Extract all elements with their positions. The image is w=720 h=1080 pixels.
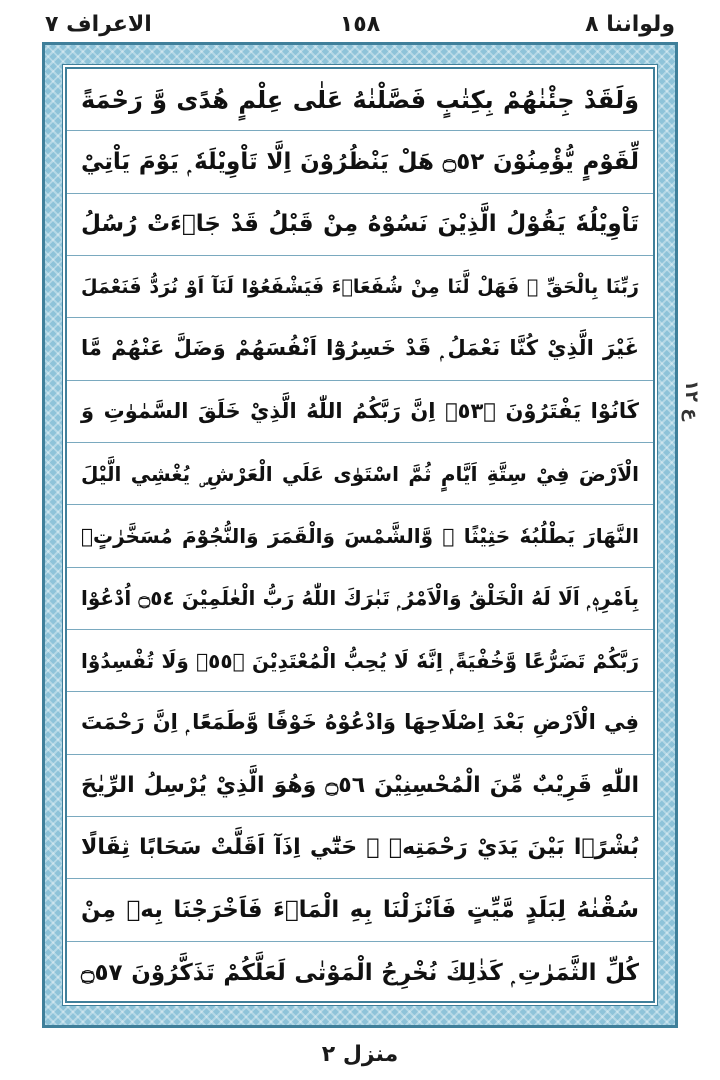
verse-line-text: غَيْرَ الَّذِيْ كُنَّا نَعْمَلُ ۭ قَدْ خَسِرُوْٓا اَنْفُسَهُمْ وَضَلَّ عَنْهُمْ مَّا [81,336,639,361]
verse-line-2 [67,131,653,193]
verse-line-3 [67,194,653,256]
page-header [0,4,720,44]
verse-line-text: تَاْوِيْلُهٗ يَقُوْلُ الَّذِيْنَ نَسُوْهُ مِنْ قَبْلُ قَدْ جَاۗءَتْ رُسُلُ [81,211,639,238]
verse-line-9 [67,568,653,630]
verse-lines [67,69,653,1001]
decorative-border [42,42,678,1028]
verse-line-8 [67,505,653,567]
verse-line-text: اللّٰهِ قَرِيْبٌ مِّنَ الْمُحْسِنِيْنَ ۝٥٦ وَهُوَ الَّذِيْ يُرْسِلُ الرِّيٰحَ [81,772,640,798]
verse-line-13 [67,817,653,879]
verse-line-text: الْاَرْضَ فِيْ سِتَّةِ اَيَّامٍ ثُمَّ اسْتَوٰى عَلَي الْعَرْشِ ۣ يُغْشِي الَّيْلَ [81,461,639,486]
verse-line-text: سُقْنٰهُ لِبَلَدٍ مَّيِّتٍ فَاَنْزَلْنَا بِهِ الْمَاۗءَ فَاَخْرَجْنَا بِهٖ مِنْ [81,896,639,923]
verse-line-text: رَبِّنَا بِالْحَقِّ ۚ فَهَلْ لَّنَا مِنْ شُفَعَاۗءَ فَيَشْفَعُوْا لَنَآ اَوْ نُرَدُّ فَنَعْمَلَ [81,275,639,298]
verse-line-14 [67,879,653,941]
verse-line-5 [67,318,653,380]
verse-line-6 [67,381,653,443]
verse-line-text: كُلِّ الثَّمَرٰتِ ۭ كَذٰلِكَ نُخْرِجُ الْمَوْتٰى لَعَلَّكُمْ تَذَكَّرُوْنَ ۝٥٧ [81,959,639,986]
verse-line-text: فِي الْاَرْضِ بَعْدَ اِصْلَاحِهَا وَادْعُوْهُ خَوْفًا وَّطَمَعًا ۭ اِنَّ رَحْمَتَ [81,710,639,735]
verse-line-text: بِاَمْرِهٖ ۭ اَلَا لَهُ الْخَلْقُ وَالْاَمْرُ ۭ تَبٰرَكَ اللّٰهُ رَبُّ الْعٰلَمِيْنَ ۝٥٤ اُدْعُوْا [81,586,640,611]
verse-line-text: كَانُوْا يَفْتَرُوْنَ ۝٥٣ۧ اِنَّ رَبَّكُمُ اللّٰهُ الَّذِيْ خَلَقَ السَّمٰوٰتِ وَ [81,399,639,424]
manzil-footer: منزل ٢ [321,1042,399,1067]
text-panel [65,67,655,1003]
juz-name: ولواننا ۸ [585,12,675,37]
verse-line-text: النَّهَارَ يَطْلُبُهٗ حَثِيْثًا ۙ وَّالشَّمْسَ وَالْقَمَرَ وَالنُّجُوْمَ مُسَخَّرٰتٍۢ [81,523,639,548]
surah-name: الاعراف ۷ [45,12,152,37]
verse-line-7 [67,443,653,505]
verse-line-1 [67,69,653,131]
verse-line-11 [67,692,653,754]
verse-line-text: وَلَقَدْ جِئْنٰهُمْ بِكِتٰبٍ فَصَّلْنٰهُ عَلٰى عِلْمٍ هُدًى وَّ رَحْمَةً [81,85,639,114]
verse-line-text: بُشْرًۢا بَيْنَ يَدَيْ رَحْمَتِهٖ ۭ حَتّٰٓي اِذَآ اَقَلَّتْ سَحَابًا ثِقَالًا [81,835,639,861]
verse-line-text: رَبَّكُمْ تَضَرُّعًا وَّخُفْيَةً ۭ اِنَّهٗ لَا يُحِبُّ الْمُعْتَدِيْنَ ۝٥٥ۚ وَلَا تُفْسِدُوْا [81,648,639,673]
verse-line-12 [67,755,653,817]
page-number: ١٥٨ [339,12,381,37]
verse-line-15 [67,942,653,1004]
verse-line-text: لِّقَوْمٍ يُّؤْمِنُوْنَ ۝٥٢ هَلْ يَنْظُرُوْنَ اِلَّا تَاْوِيْلَهٗ ۭ يَوْمَ يَاْتِيْ [81,148,639,175]
verse-line-10 [67,630,653,692]
verse-line-4 [67,256,653,318]
ruku-marker: ع ١٢ [681,380,702,421]
